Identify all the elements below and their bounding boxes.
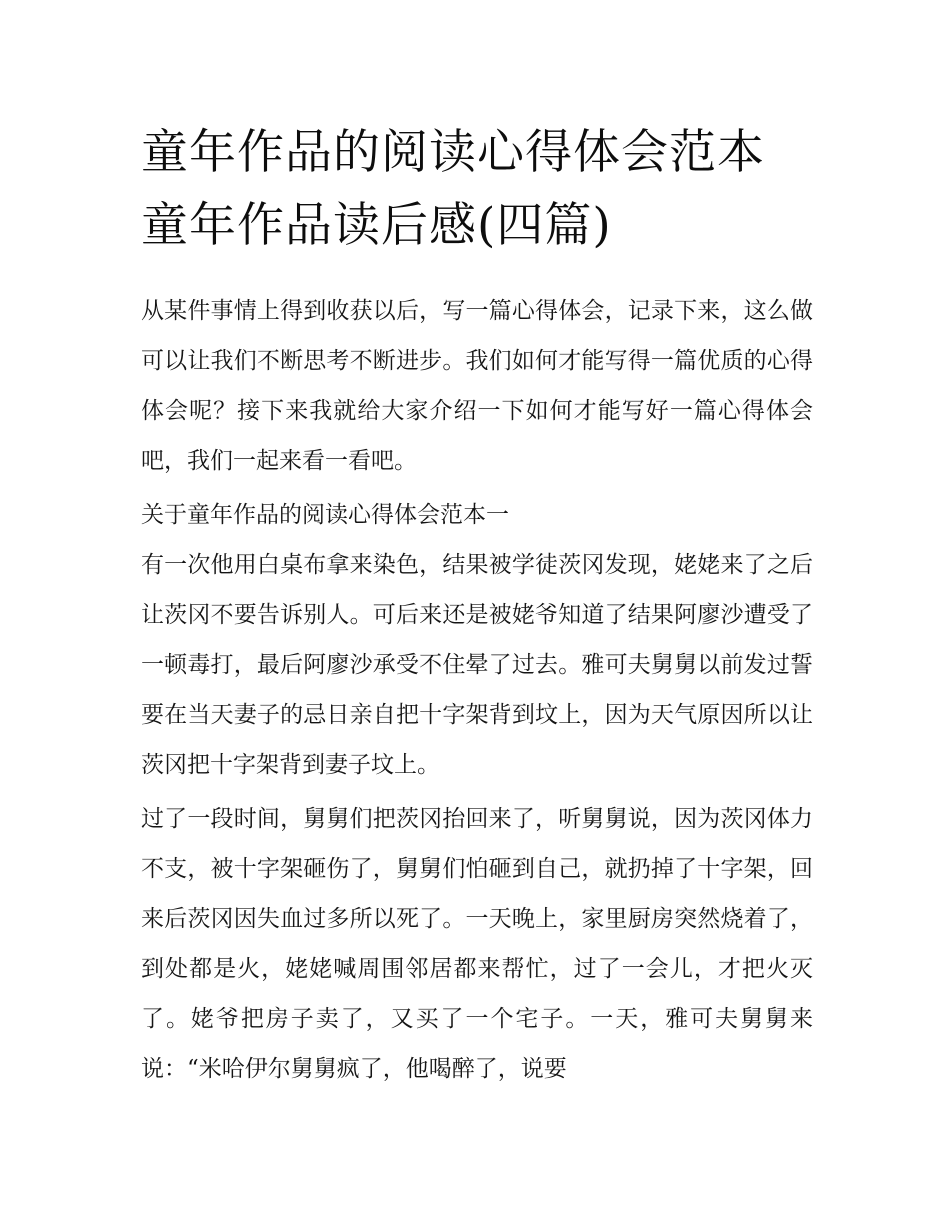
document-content: [141, 116, 813, 1098]
section-heading: 关于童年作品的阅读心得体会范本一: [141, 502, 509, 528]
title-line-2: 童年作品读后感(四篇): [141, 198, 612, 253]
document-body: [141, 286, 813, 1094]
body-paragraph-1: 有一次他用白桌布拿来染色，结果被学徒茨冈发现，姥姥来了之后让茨冈不要告诉别人。可后来还是被姥爷知道了结果阿廖沙遭受了一顿毒打，最后阿廖沙承受不住晕了过去。雅可夫舅舅以前发过誓要在当天妻子的忌日亲自把十字架背到坟上，因为天气原因所以让茨冈把十字架背到妻子坟上。: [141, 552, 813, 778]
title-line-1: 童年作品的阅读心得体会范本: [141, 125, 765, 180]
document-title: [141, 116, 813, 262]
body-paragraph-2: 过了一段时间，舅舅们把茨冈抬回来了，听舅舅说，因为茨冈体力不支，被十字架砸伤了，舅舅们怕砸到自己，就扔掉了十字架，回来后茨冈因失血过多所以死了。一天晚上，家里厨房突然烧着了，到处都是火，姥姥喊周围邻居都来帮忙，过了一会儿，才把火灭了。姥爷把房子卖了，又买了一个宅子。一天，雅可夫舅舅来说：“米哈伊尔舅舅疯了，他喝醉了，说要: [141, 806, 813, 1082]
intro-paragraph: 从某件事情上得到收获以后，写一篇心得体会，记录下来，这么做可以让我们不断思考不断进步。我们如何才能写得一篇优质的心得体会呢？接下来我就给大家介绍一下如何才能写好一篇心得体会吧，我们一起来看一看吧。: [141, 298, 813, 474]
